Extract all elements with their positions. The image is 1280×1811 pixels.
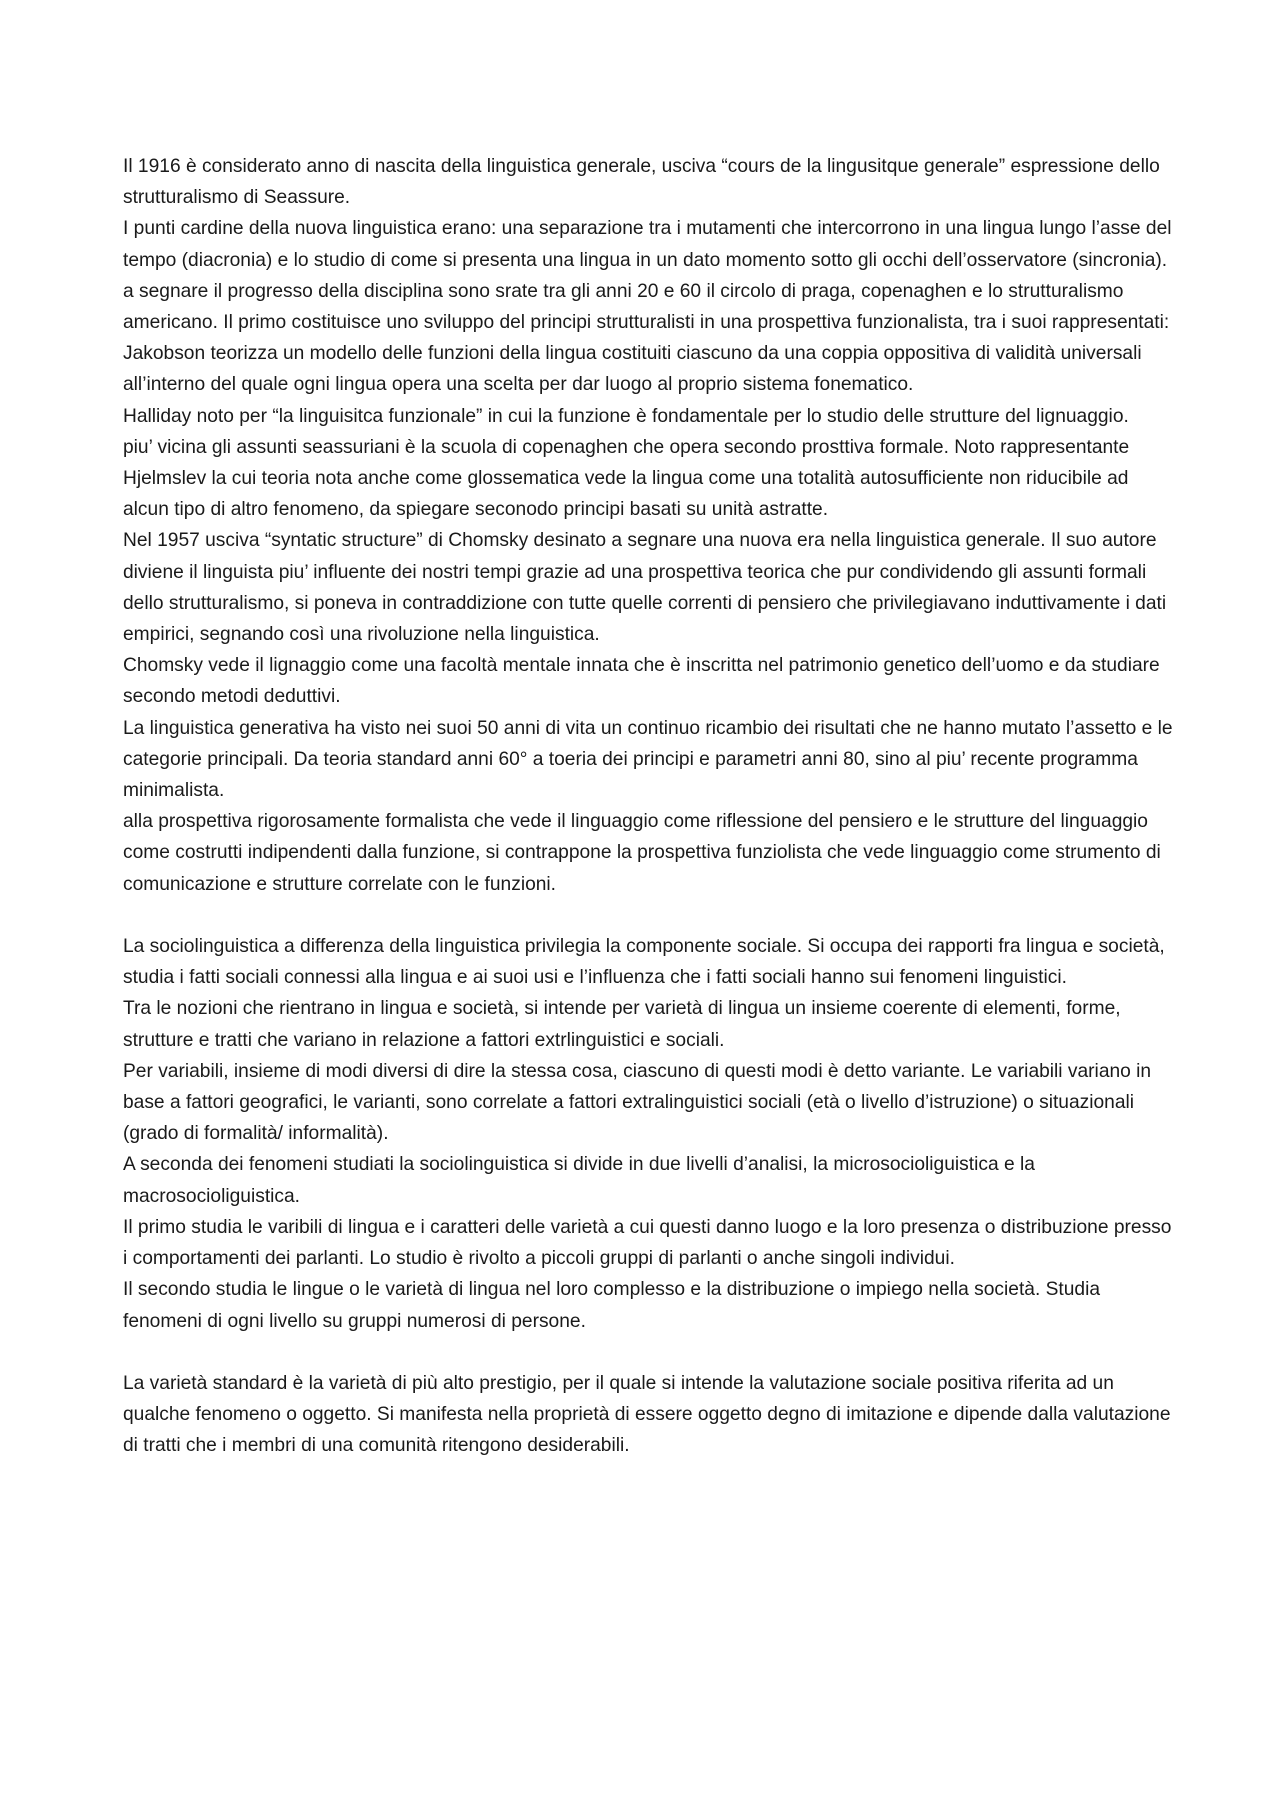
blank-line xyxy=(123,900,1173,931)
paragraph: A seconda dei fenomeni studiati la sociolinguistica si divide in due livelli d’analisi, la microsocioliguistica e la macrosocioliguistica. xyxy=(123,1154,1035,1207)
paragraph: Il primo studia le varibili di lingua e i caratteri delle varietà a cui questi danno luogo e la loro presenza o distribuzione presso i comportamenti dei parlanti. Lo studio è rivolto a piccoli gruppi di parlanti o anche singoli individui. xyxy=(123,1216,1172,1270)
paragraph: Halliday noto per “la linguisitca funzionale” in cui la funzione è fondamentale per lo studio delle strutture del lignuaggio. xyxy=(123,405,1129,427)
paragraph: La varietà standard è la varietà di più alto prestigio, per il quale si intende la valutazione sociale positiva riferita ad un qualche fenomeno o oggetto. Si manifesta nella proprietà di essere oggetto degno di imitazione e dipende dalla valutazione di tratti che i membri di una comunità ritengono desiderabili. xyxy=(123,1372,1171,1457)
paragraph: Tra le nozioni che rientrano in lingua e società, si intende per varietà di lingua un insieme coerente di elementi, forme, strutture e tratti che variano in relazione a fattori extrlinguistici e sociali. xyxy=(123,998,1121,1051)
paragraph: Il 1916 è considerato anno di nascita della linguistica generale, usciva “cours de la lingusitque generale” espressione dello strutturalismo di Seassure. xyxy=(123,156,1160,209)
paragraph: Per variabili, insieme di modi diversi di dire la stessa cosa, ciascuno di questi modi è detto variante. Le variabili variano in base a fattori geografici, le varianti, sono correlate a fattori extralinguistici sociali (età o livello d’istruzione) o situazionali (grado di formalità/ informalità). xyxy=(123,1060,1152,1145)
paragraph: La sociolinguistica a differenza della linguistica privilegia la componente sociale. Si occupa dei rapporti fra lingua e società, studia i fatti sociali connessi alla lingua e ai suoi usi e l’influenza che i fatti sociali hanno sui fenomeni linguistici. xyxy=(123,936,1165,989)
paragraph: alla prospettiva rigorosamente formalista che vede il linguaggio come riflessione del pensiero e le strutture del linguaggio come costrutti indipendenti dalla funzione, si contrappone la prospettiva funziolista che vede linguaggio come strumento di comunicazione e strutture correlate con le funzioni. xyxy=(123,811,1161,895)
paragraph: piu’ vicina gli assunti seassuriani è la scuola di copenaghen che opera secondo prosttiva formale. Noto rappresentante Hjelmslev la cui teoria nota anche come glossematica vede la lingua come una totalità autosufficiente non riducibile ad alcun tipo di altro fenomeno, da spiegare seconodo principi basati su unità astratte. xyxy=(123,436,1130,521)
paragraph: a segnare il progresso della disciplina sono srate tra gli anni 20 e 60 il circolo di praga, copenaghen e lo strutturalismo americano. Il primo costituisce uno sviluppo del principi strutturalisti in una prospettiva funzionalista, tra i suoi rappresentati: Jakobson teorizza un modello delle funzioni della lingua costituiti ciascuno da una coppia oppositiva di validità universali all’interno del quale ogni lingua opera una scelta per dar luogo al proprio sistema fonematico. xyxy=(123,280,1170,396)
paragraph: La linguistica generativa ha visto nei suoi 50 anni di vita un continuo ricambio dei risultati che ne hanno mutato l’assetto e le categorie principali. Da teoria standard anni 60° a toeria dei principi e parametri anni 80, sino al piu’ recente programma minimalista. xyxy=(123,717,1173,802)
paragraph: I punti cardine della nuova linguistica erano: una separazione tra i mutamenti che intercorrono in una lingua lungo l’asse del tempo (diacronia) e lo studio di come si presenta una lingua in un dato momento sotto gli occhi dell’osservatore (sincronia). xyxy=(123,218,1172,271)
document-body xyxy=(123,151,1173,1462)
paragraph: Nel 1957 usciva “syntatic structure” di Chomsky desinato a segnare una nuova era nella linguistica generale. Il suo autore diviene il linguista piu’ influente dei nostri tempi grazie ad una prospettiva teorica che pur condividendo gli assunti formali dello strutturalismo, si poneva in contraddizione con tutte quelle correnti di pensiero che privilegiavano induttivamente i dati empirici, segnando così una rivoluzione nella linguistica. xyxy=(123,530,1167,646)
paragraph: Chomsky vede il lignaggio come una facoltà mentale innata che è inscritta nel patrimonio genetico dell’uomo e da studiare secondo metodi deduttivi. xyxy=(123,655,1160,708)
blank-line xyxy=(123,1337,1173,1368)
paragraph: Il secondo studia le lingue o le varietà di lingua nel loro complesso e la distribuzione o impiego nella società. Studia fenomeni di ogni livello su gruppi numerosi di persone. xyxy=(123,1279,1101,1332)
